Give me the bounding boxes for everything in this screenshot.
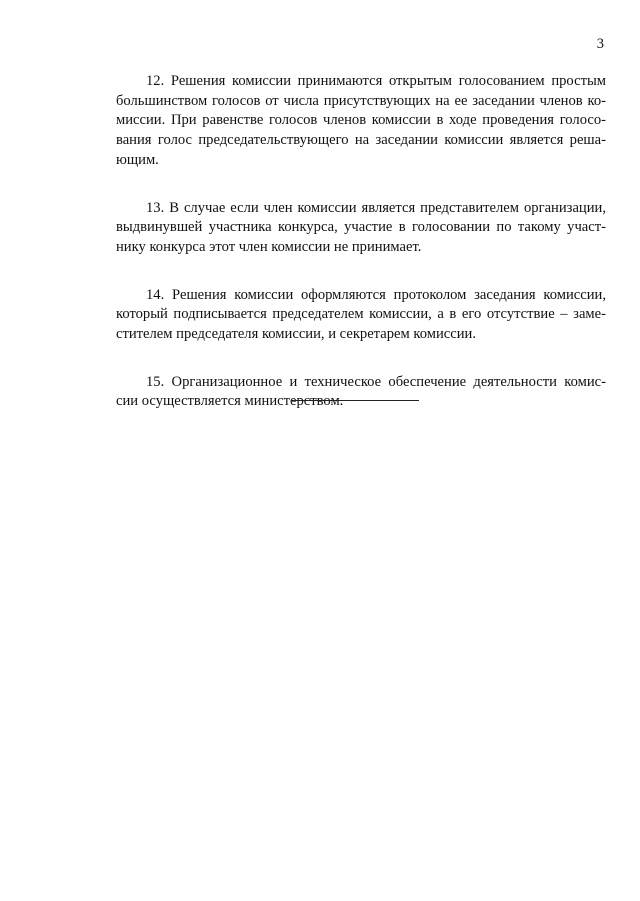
paragraph-12 (116, 72, 606, 171)
paragraph-line: большинством голосов от числа присутствующих на ее заседании членов ко- (116, 92, 606, 109)
paragraph-line: выдвинувшей участника конкурса, участие в голосовании по такому участ- (116, 219, 606, 236)
paragraph-line: стителем председателя комиссии, и секретарем комиссии. (116, 326, 477, 343)
document-body (116, 72, 606, 440)
paragraph-line: 14. Решения комиссии оформляются протоколом заседания комиссии, (146, 286, 606, 303)
paragraph-line: 12. Решения комиссии принимаются открытым голосованием простым (146, 73, 606, 89)
paragraph-line: который подписывается председателем комиссии, а в его отсутствие – заме- (116, 306, 606, 323)
paragraph-line: вания голос председательствующего на заседании комиссии является реша- (116, 132, 606, 149)
paragraph-line: миссии. При равенстве голосов членов комиссии в ходе проведения голосо- (116, 112, 606, 129)
end-of-document-rule (292, 400, 419, 401)
paragraph-15 (116, 373, 606, 412)
paragraph-line: 13. В случае если член комиссии является представителем организации, (146, 199, 606, 216)
paragraph-line: сии осуществляется министерством. (116, 393, 344, 410)
paragraph-line: 15. Организационное и техническое обеспечение деятельности комис- (146, 373, 606, 390)
paragraph-14 (116, 286, 606, 345)
paragraph-line: ющим. (116, 151, 159, 168)
paragraph-13 (116, 199, 606, 258)
paragraph-line: нику конкурса этот член комиссии не принимает. (116, 238, 422, 255)
page-number: 3 (596, 36, 604, 52)
